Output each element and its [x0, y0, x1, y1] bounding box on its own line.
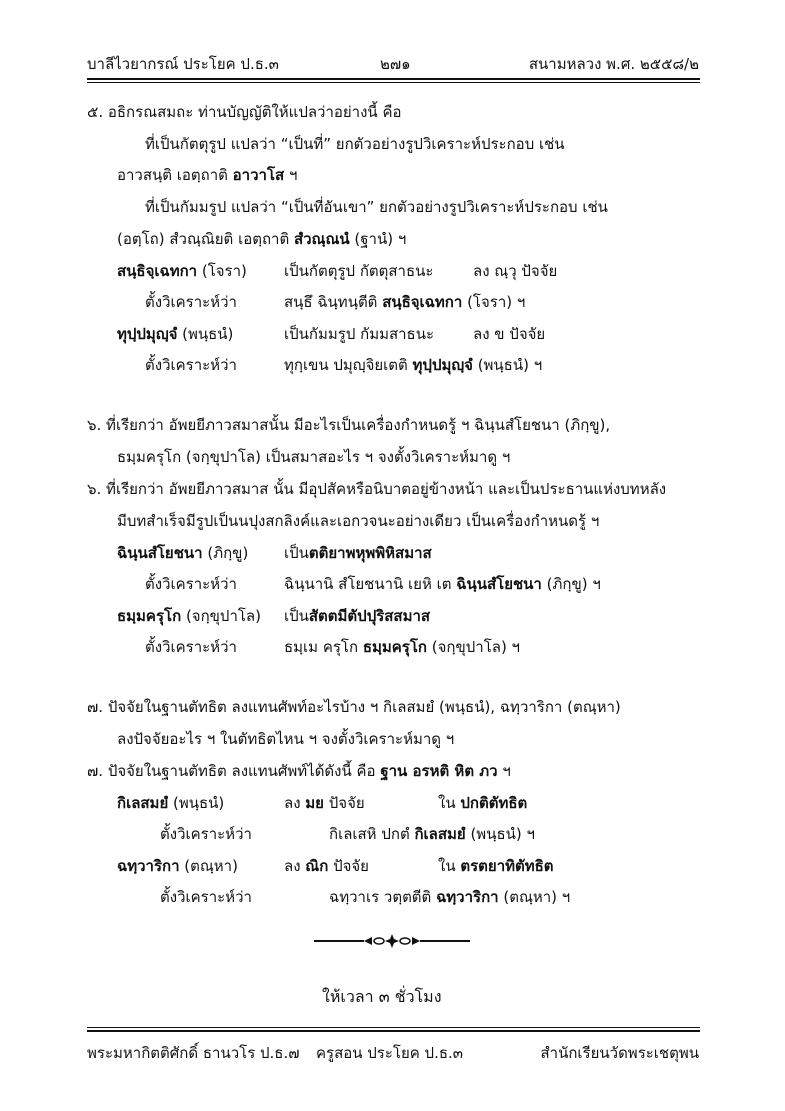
footer-right: สำนักเรียนวัดพระเชตุพน: [540, 1044, 699, 1062]
footer-left: พระมหากิตติศักดิ์ ธานวโร ป.ธ.๗: [87, 1044, 300, 1062]
q6-row3-type: เป็นสัตตมีตัปปุริสสมาส: [284, 607, 431, 625]
q6-row3-term: ธมฺมครุโก (จกฺขุปาโล): [117, 607, 261, 625]
footer-center: ครูสอน ประโยค ป.ธ.๓: [316, 1044, 464, 1062]
q5-row2-label: ตั้งวิเคราะห์ว่า: [145, 293, 237, 311]
q5-row3-suffix: ลง ข ปัจจัย: [473, 325, 546, 343]
q7-row2-label: ตั้งวิเคราะห์ว่า: [160, 825, 252, 843]
q5-line3: อาวสนฺติ เอตฺถาติ อาวาโส ฯ: [117, 166, 298, 184]
q5-row4-analysis: ทุกฺเขน ปมุญฺจิยเตติ ทุปฺปมุญฺจํ (พนฺธนํ) ฯ: [284, 356, 543, 374]
q5-row4-label: ตั้งวิเคราะห์ว่า: [145, 356, 237, 374]
q6-answer-line1: ๖. ที่เรียกว่า อัพยยีภาวสมาส นั้น มีอุปสัคหรือนิบาตอยู่ข้างหน้า และเป็นประธานแห่งบทหลัง: [87, 480, 667, 498]
q5-line5: (อตฺโถ) สํวณฺณิยติ เอตฺถาติ สํวณฺณนํ (ฐานํ) ฯ: [117, 230, 407, 248]
header-page-number: ๒๗๑: [380, 55, 411, 73]
q7-row3-taddhita: ใน ตรตยาทิตัทธิต: [438, 857, 554, 875]
header-right: สนามหลวง พ.ศ. ๒๕๕๘/๒: [528, 55, 699, 73]
q6-row4-label: ตั้งวิเคราะห์ว่า: [145, 638, 237, 656]
q7-row2-analysis: กิเลเสหิ ปกตํ กิเลสมยํ (พนฺธนํ) ฯ: [329, 825, 535, 843]
q5-row3-term: ทุปฺปมุญฺจํ (พนฺธนํ): [117, 325, 234, 343]
header-left: บาลีไวยากรณ์ ประโยค ป.ธ.๓: [87, 55, 279, 73]
q6-question-line2: ธมฺมครุโก (จกฺขุปาโล) เป็นสมาสอะไร ฯ จงตั้งวิเคราะห์มาดู ฯ: [117, 448, 511, 466]
q6-row1-term: ฉินฺนสํโยชนา (ภิกฺขู): [117, 544, 249, 562]
q7-answer-line: ๗. ปัจจัยในฐานตัทธิต ลงแทนศัพท์ได้ดังนี้ คือ ฐาน อรหติ หิต ภว ฯ: [87, 762, 511, 780]
footer-rule-thick: [87, 1030, 700, 1032]
footer-rule-thin: [87, 1027, 700, 1028]
q6-answer-line2: มีบทสำเร็จมีรูปเป็นนปุงสกลิงค์และเอกวจนะอย่างเดียว เป็นเครื่องกำหนดรู้ ฯ: [117, 512, 600, 530]
q5-line1: ๕. อธิกรณสมถะ ท่านบัญญัติให้แปลว่าอย่างนี้ คือ: [87, 103, 402, 121]
q6-row1-type: เป็นตติยาพหุพพิหิสมาส: [284, 544, 432, 562]
q7-row3-term: ฉทฺวาริกา (ตณฺหา): [117, 857, 238, 875]
q7-row1-suffix: ลง มย ปัจจัย: [284, 794, 365, 812]
q6-row2-label: ตั้งวิเคราะห์ว่า: [145, 575, 237, 593]
q7-row4-label: ตั้งวิเคราะห์ว่า: [160, 888, 252, 906]
q5-row1-type: เป็นกัตตุรูป กัตตุสาธนะ: [284, 262, 434, 280]
ornament-divider-icon: [312, 932, 472, 950]
q6-row2-analysis: ฉินฺนานิ สํโยชนานิ เยหิ เต ฉินฺนสํโยชนา (ภิกฺขู) ฯ: [284, 575, 601, 593]
q6-question-line1: ๖. ที่เรียกว่า อัพยยีภาวสมาสนั้น มีอะไรเป็นเครื่องกำหนดรู้ ฯ ฉินฺนสํโยชนา (ภิกฺขู),: [87, 416, 611, 434]
q5-row2-analysis: สนฺธึ ฉินฺทนฺตีติ สนฺธิจฺเฉทกา (โจรา) ฯ: [284, 293, 526, 311]
q5-row1-term: สนฺธิจฺเฉทกา (โจรา): [117, 262, 247, 280]
header-rule-thick: [87, 78, 700, 80]
q6-row4-analysis: ธมฺเม ครุโก ธมฺมครุโก (จกฺขุปาโล) ฯ: [284, 638, 520, 656]
time-allowed: ให้เวลา ๓ ชั่วโมง: [322, 987, 442, 1006]
q7-row1-taddhita: ใน ปกติตัทธิต: [438, 794, 528, 812]
q5-line2: ที่เป็นกัตตุรูป แปลว่า “เป็นที่” ยกตัวอย่างรูปวิเคราะห์ประกอบ เช่น: [145, 135, 565, 153]
q7-row3-suffix: ลง ณิก ปัจจัย: [284, 857, 369, 875]
q7-row1-term: กิเลสมยํ (พนฺธนํ): [117, 794, 225, 812]
q7-question-line2: ลงปัจจัยอะไร ฯ ในตัทธิตไหน ฯ จงตั้งวิเคราะห์มาดู ฯ: [117, 730, 455, 748]
q5-line4: ที่เป็นกัมมรูป แปลว่า “เป็นที่อันเขา” ยกตัวอย่างรูปวิเคราะห์ประกอบ เช่น: [145, 198, 608, 216]
q5-row3-type: เป็นกัมมรูป กัมมสาธนะ: [284, 325, 435, 343]
q7-row4-analysis: ฉทฺวาเร วตฺตตีติ ฉทฺวาริกา (ตณฺหา) ฯ: [329, 888, 571, 906]
q5-row1-suffix: ลง ณฺวุ ปัจจัย: [473, 262, 558, 280]
q7-question-line1: ๗. ปัจจัยในฐานตัทธิต ลงแทนศัพท์อะไรบ้าง ฯ กิเลสมยํ (พนฺธนํ), ฉทฺวาริกา (ตณฺหา): [87, 698, 621, 716]
header-rule-thin: [87, 82, 700, 83]
